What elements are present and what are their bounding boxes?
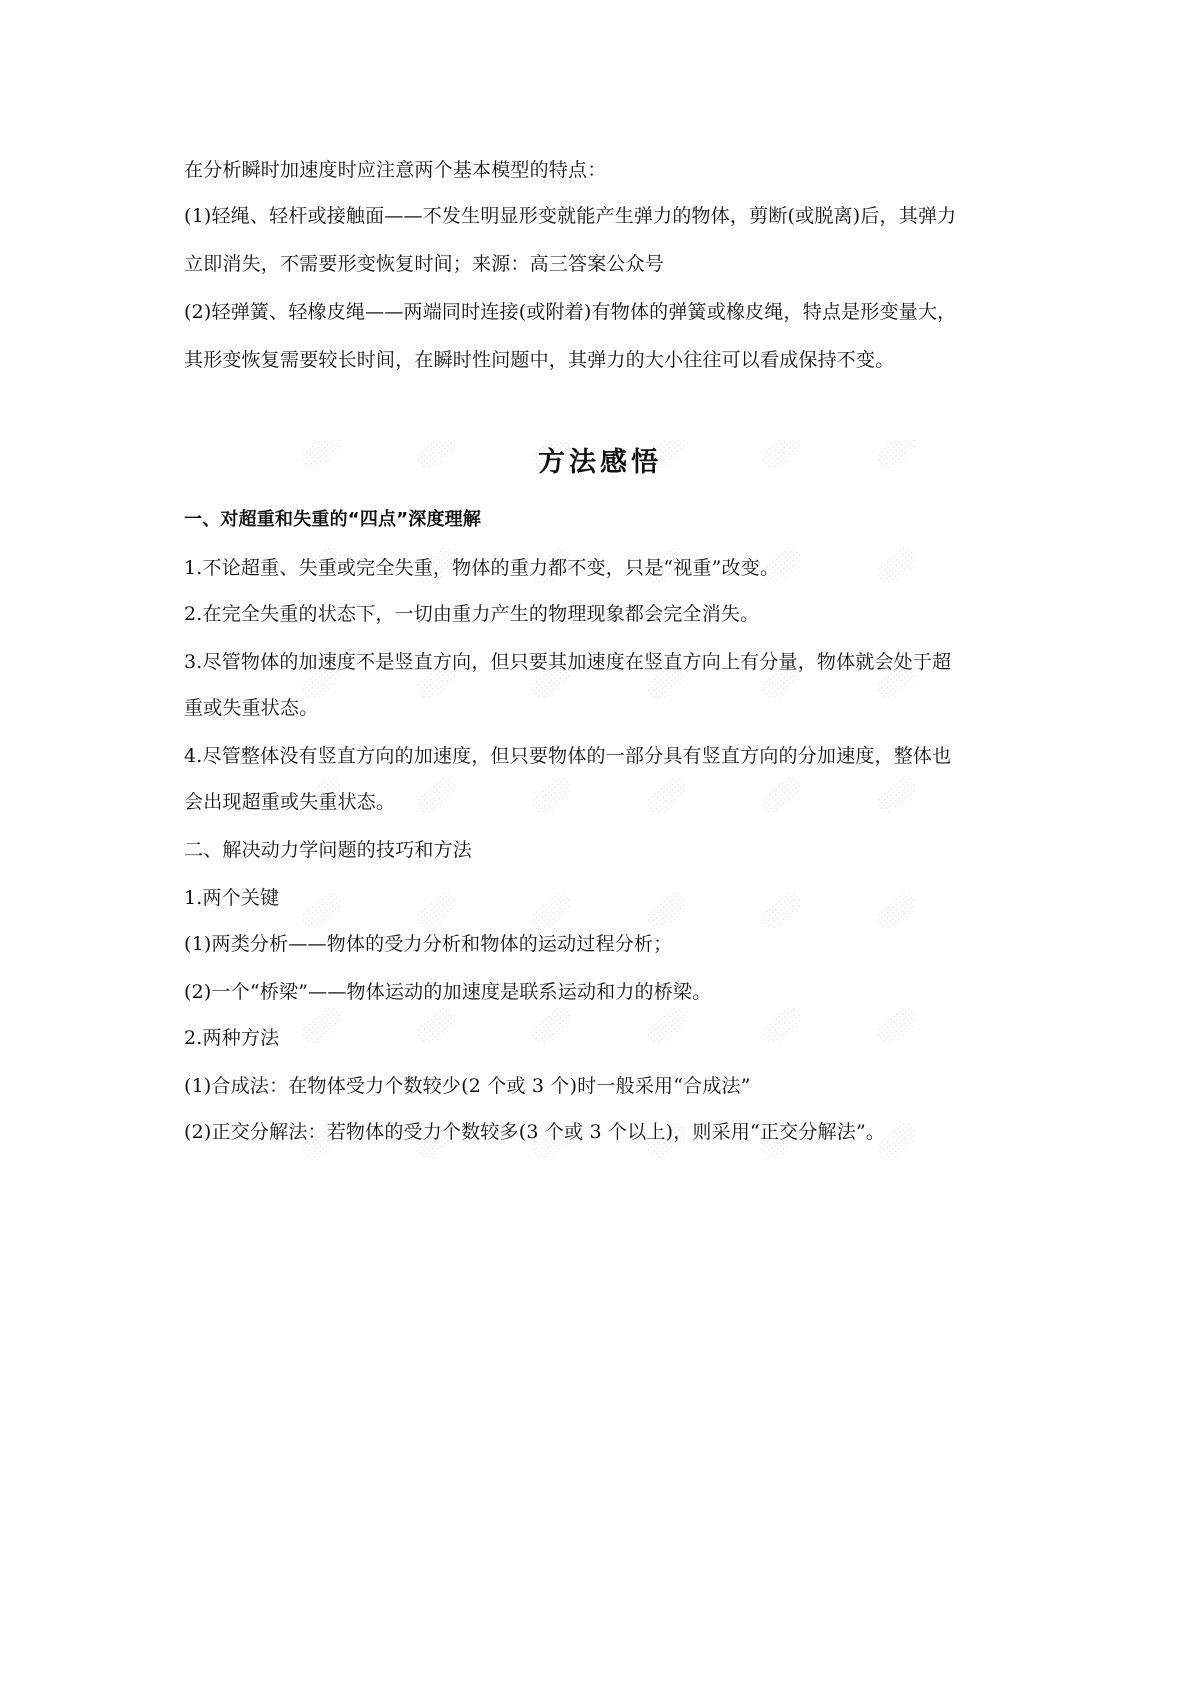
part2-sub-1: 1.两个关键 xyxy=(184,887,280,909)
intro-item-1-cont: 立即消失，不需要形变恢复时间；来源：高三答案公众号 xyxy=(184,253,665,275)
part1-point-3: 3.尽管物体的加速度不是竖直方向，但只要其加速度在竖直方向上有分量，物体就会处于超 xyxy=(184,651,952,673)
part1-point-4-cont: 会出现超重或失重状态。 xyxy=(184,791,396,813)
part2-sub-2: 2.两种方法 xyxy=(184,1027,280,1049)
part2-sub-1-item-2: (2)一个“桥梁”——物体运动的加速度是联系运动和力的桥梁。 xyxy=(184,981,712,1003)
part1-point-1: 1.不论超重、失重或完全失重，物体的重力都不变，只是“视重”改变。 xyxy=(184,557,780,579)
part2-sub-2-item-2: (2)正交分解法：若物体的受力个数较多(3 个或 3 个以上)，则采用“正交分解法”。 xyxy=(184,1121,886,1143)
part1-point-3-cont: 重或失重状态。 xyxy=(184,697,319,719)
intro-item-1: (1)轻绳、轻杆或接触面——不发生明显形变就能产生弹力的物体，剪断(或脱离)后，其弹力 xyxy=(184,205,957,227)
section-title: 方法感悟 xyxy=(538,447,662,478)
part1-heading: 一、对超重和失重的“四点”深度理解 xyxy=(184,509,482,530)
intro-text: 在分析瞬时加速度时应注意两个基本模型的特点： xyxy=(184,159,607,181)
part1-point-2: 2.在完全失重的状态下，一切由重力产生的物理现象都会完全消失。 xyxy=(184,603,760,625)
part2-sub-2-item-1: (1)合成法：在物体受力个数较少(2 个或 3 个)时一般采用“合成法” xyxy=(184,1075,751,1097)
intro-item-2-cont: 其形变恢复需要较长时间，在瞬时性问题中，其弹力的大小往往可以看成保持不变。 xyxy=(184,349,895,371)
intro-item-2: (2)轻弹簧、轻橡皮绳——两端同时连接(或附着)有物体的弹簧或橡皮绳，特点是形变量大， xyxy=(184,301,957,323)
part1-point-4: 4.尽管整体没有竖直方向的加速度，但只要物体的一部分具有竖直方向的分加速度，整体也 xyxy=(184,745,952,767)
part2-sub-1-item-1: (1)两类分析——物体的受力分析和物体的运动过程分析； xyxy=(184,933,673,955)
part2-heading: 二、解决动力学问题的技巧和方法 xyxy=(184,839,473,861)
